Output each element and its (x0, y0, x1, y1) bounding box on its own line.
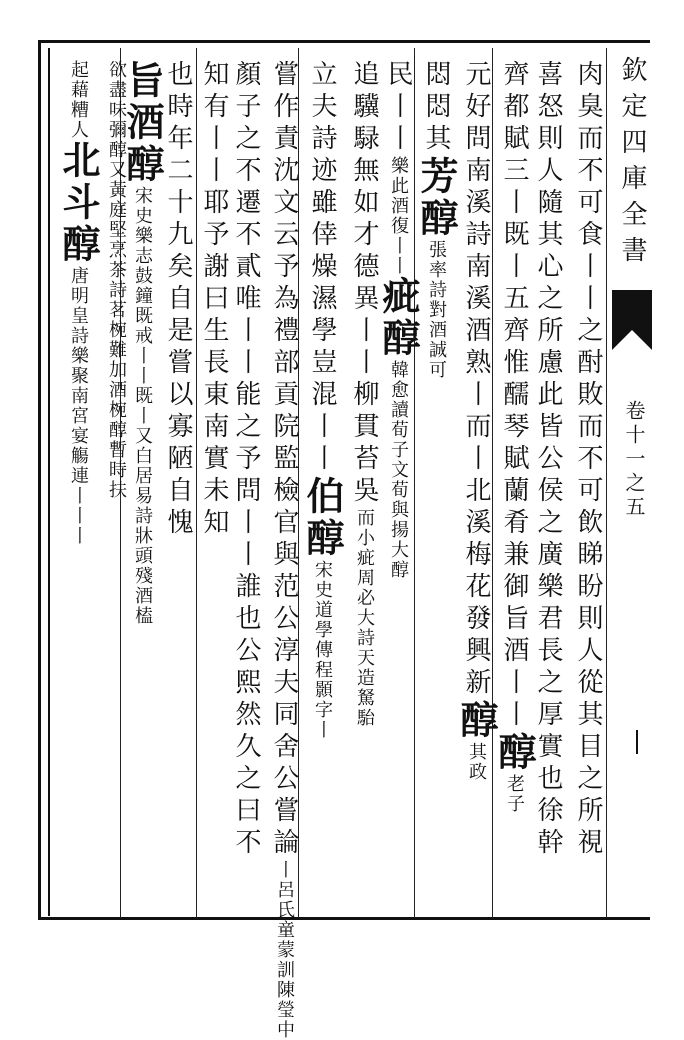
annotation: 張率詩對酒誠可 (426, 240, 447, 380)
annotation: 而小疵周必大詩天造駑駘 (354, 508, 375, 728)
headword: 醇 (492, 732, 537, 774)
text-column: 悶悶其芳醇張率詩對酒誠可 (414, 60, 459, 380)
annotation: 宋史樂志鼓鐘既戒丨丨既丨又白居易詩牀頭殘酒榼 (132, 186, 153, 626)
volume-label: 卷十一之五 (622, 400, 646, 520)
book-title: 欽定四庫全書 (617, 56, 647, 272)
text-column: 喜怒則人隨其心之所慮此皆公侯之廣樂君長之厚實也徐幹 (533, 60, 563, 860)
text-column (98, 60, 134, 500)
inner-rule (48, 48, 50, 916)
margin-mark (636, 730, 652, 754)
annotation: 老子 (504, 774, 525, 814)
annotation: 其政 (466, 742, 487, 782)
headword: 伯醇 (300, 476, 345, 560)
annotation: 丨呂氏童蒙訓陳瑩中 (274, 860, 295, 1040)
text-column: 立夫詩迹雖倖燥濕學豈混丨丨伯醇宋史道學傳程顥字丨 (300, 60, 345, 740)
text-column: 嘗作責沈文云予為禮部貢院監檢官與范公淳夫同舍公嘗論丨呂氏童蒙訓陳瑩中 (269, 60, 299, 1040)
text-column: 民丨丨樂此酒復丨丨疵醇韓愈讀荀子文荀與揚大醇 (376, 60, 421, 580)
annotation: 韓愈讀荀子文荀與揚大醇 (388, 360, 409, 580)
text-column: 顏子之不遷不貳唯丨丨能之予問丨丨誰也公熙然久之曰不 (231, 60, 261, 860)
text-column: 也時年二十九矣自是嘗以寡陋自愧 (163, 60, 193, 540)
headword: 旨酒醇 (120, 60, 165, 186)
headword: 北斗醇 (56, 140, 101, 266)
annotation: 樂此酒復丨丨 (388, 156, 409, 276)
text-column: 元好問南溪詩南溪酒熟丨而丨北溪梅花發興新醇其政 (454, 60, 499, 782)
headword: 醇 (454, 700, 499, 742)
headword: 芳醇 (414, 156, 459, 240)
text-column: 肉臭而不可食丨丨之酎敗而不可飲睇盼則人從其目之所視 (573, 60, 603, 860)
headword: 疵醇 (376, 276, 421, 360)
annotation: 起藉糟人 (68, 60, 89, 140)
text-column: 追驥騄無如才德異丨丨柳貫苔吳而小疵周必大詩天造駑駘 (349, 60, 379, 728)
annotation: 唐明皇詩樂聚南宮宴觴連丨丨丨 (68, 266, 89, 546)
text-column: 齊都賦三丨既丨五齊惟醹琴賦蘭肴兼御旨酒丨丨醇老子 (492, 60, 537, 814)
annotation: 宋史道學傳程顥字丨 (312, 560, 333, 740)
text-column: 知有丨丨耶予謝曰生長東南實未知 (199, 60, 229, 540)
fishtail-mark (612, 290, 652, 350)
text-column (56, 60, 101, 546)
annotation: 欲盡味彌醇又黃庭堅烹茶詩茗椀難加酒椀醇暫時扶 (106, 60, 127, 500)
column-rule (606, 48, 607, 918)
